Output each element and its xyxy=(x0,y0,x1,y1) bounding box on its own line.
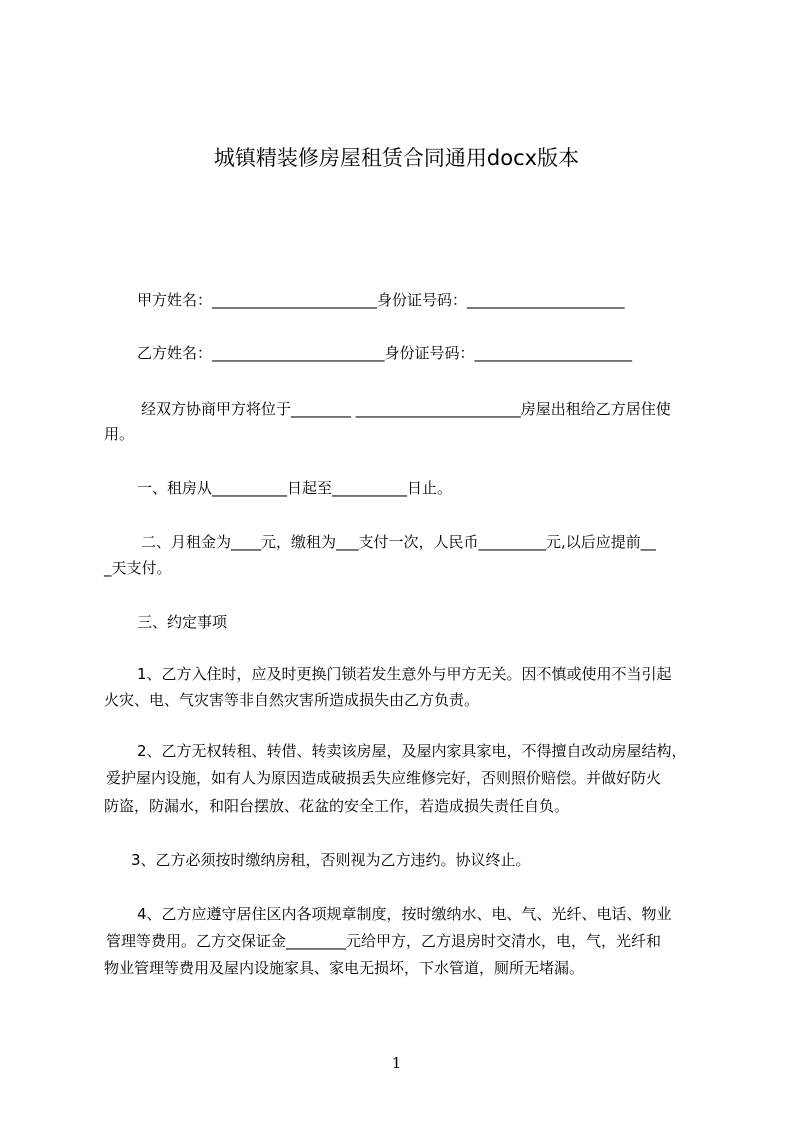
item-2-line: 2、乙方无权转租、转借、转卖该房屋，及屋内家具家电，不得擅自改动房屋结构， xyxy=(137,742,687,760)
item-1-line: 1、乙方入住时，应及时更换门锁若发生意外与甲方无关。因不慎或使用不当引起 xyxy=(137,665,672,683)
clause-2-line: 二、月租金为____元，缴租为___支付一次，人民币_________元,以后应提前__ xyxy=(141,533,656,551)
item-4-line: 物业管理等费用及屋内设施家具、家电无损坏，下水管道，厕所无堵漏。 xyxy=(104,959,585,977)
item-2-line: 爱护屋内设施，如有人为原因造成破损丢失应维修完好，否则照价赔偿。并做好防火 xyxy=(106,769,662,787)
party-a-line: 甲方姓名：______________________身份证号码：_____________________ xyxy=(137,291,625,309)
intro-paragraph-line: 经双方协商甲方将位于________ ______________________房屋出租给乙方居住使 xyxy=(141,400,671,418)
intro-paragraph-line: 用。 xyxy=(104,425,135,443)
document-title: 城镇精装修房屋租赁合同通用docx版本 xyxy=(213,146,580,170)
party-b-line: 乙方姓名：_______________________身份证号码：_____________________ xyxy=(137,344,633,362)
clause-2-line: _天支付。 xyxy=(104,559,172,577)
section-heading: 三、约定事项 xyxy=(137,613,228,631)
page-number: 1 xyxy=(391,1054,402,1072)
item-3: 3、乙方必须按时缴纳房租，否则视为乙方违约。协议终止。 xyxy=(131,851,531,869)
item-4-line: 4、乙方应遵守居住区内各项规章制度，按时缴纳水、电、气、光纤、电话、物业 xyxy=(137,905,672,923)
clause-1: 一、租房从__________日起至__________日止。 xyxy=(137,479,453,497)
item-4-line: 管理等费用。乙方交保证金________元给甲方，乙方退房时交清水，电，气，光纤和 xyxy=(106,932,662,950)
item-1-line: 火灾、电、气灾害等非自然灾害所造成损失由乙方负责。 xyxy=(104,691,480,709)
item-2-line: 防盗，防漏水，和阳台摆放、花盆的安全工作，若造成损失责任自负。 xyxy=(104,797,570,815)
